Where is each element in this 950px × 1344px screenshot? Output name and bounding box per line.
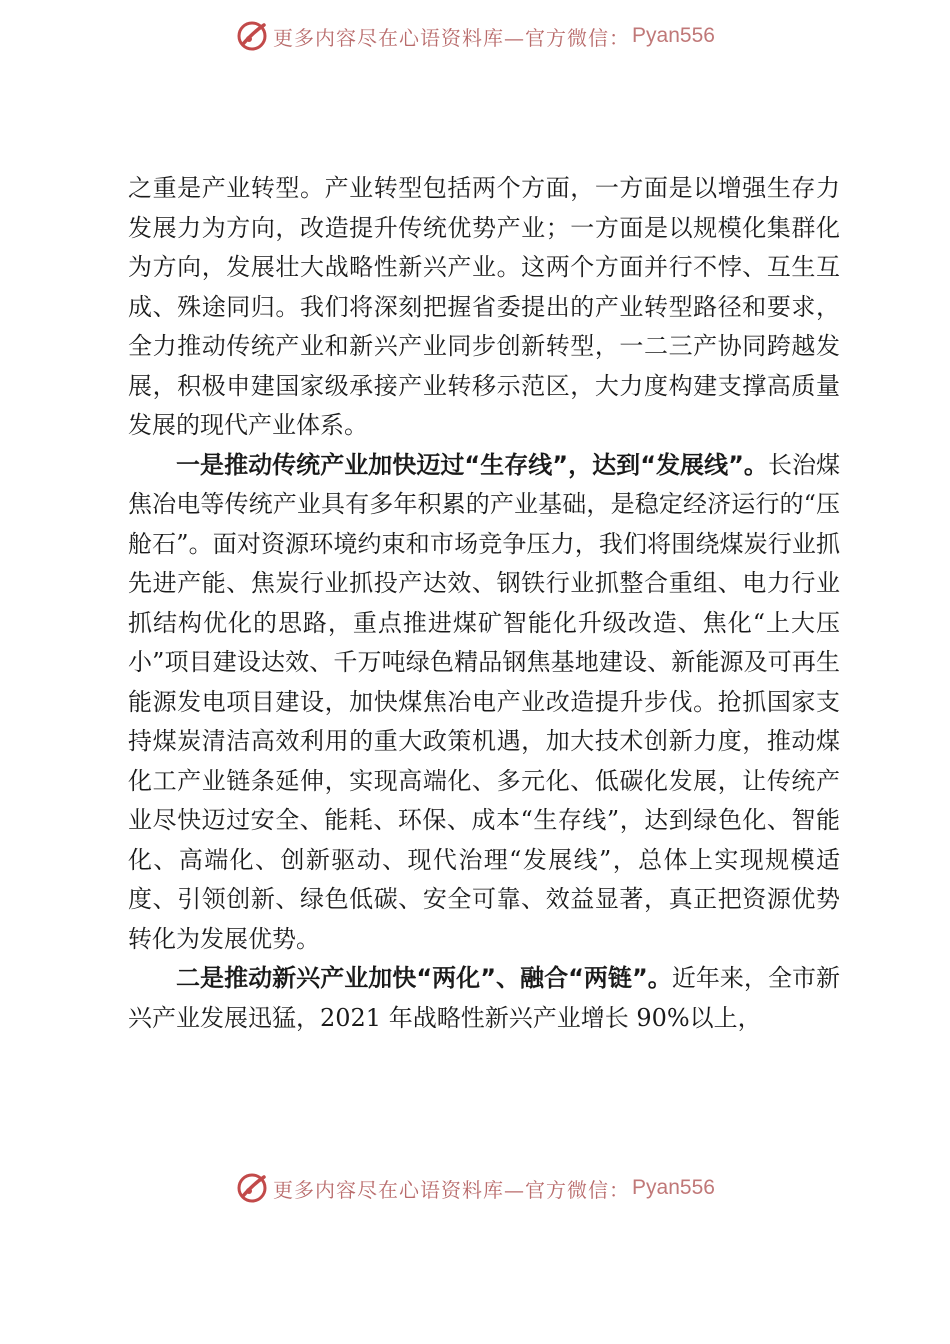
footer-watermark-banner — [0, 1168, 950, 1208]
paragraph-lead: 一是推动传统产业加快迈过“生存线”，达到“发展线”。 — [176, 450, 768, 479]
paragraph-text: 之重是产业转型。产业转型包括两个方面，一方面是以增强生存力发展力为方向，改造提升传统优势产业；一方面是以规模化集群化为方向，发展壮大战略性新兴产业。这两个方面并行不悖、互生互成、殊途同归。我们将深刻把握省委提出的产业转型路径和要求，全力推动传统产业和新兴产业同步创新转型，一二三产协同跨越发展，积极申建国家级承接产业转移示范区，大力度构建支撑高质量发展的现代产业体系。 — [128, 174, 840, 439]
paragraph — [128, 959, 840, 1038]
brush-logo-icon — [235, 19, 269, 53]
watermark-handle: Pyan556 — [632, 24, 715, 47]
header-watermark-banner — [0, 16, 950, 56]
brush-logo-icon — [235, 1171, 269, 1205]
paragraph — [128, 446, 840, 960]
paragraph-text: 近年来，全市新兴产业发展迅猛，2021 年战略性新兴产业增长 90%以上， — [128, 964, 841, 1032]
paragraph-lead: 二是推动新兴产业加快“两化”、融合“两链”。 — [176, 964, 672, 992]
document-body — [128, 169, 840, 1038]
paragraph-text: 长治煤焦冶电等传统产业具有多年积累的产业基础，是稳定经济运行的“压舱石”。面对资源环境约束和市场竞争压力，我们将围绕煤炭行业抓先进产能、焦炭行业抓投产达效、钢铁行业抓整合重组、电力行业抓结构优化的思路，重点推进煤矿智能化升级改造、焦化“上大压小”项目建设达效、千万吨绿色精品钢焦基地建设、新能源及可再生能源发电项目建设，加快煤焦冶电产业改造提升步伐。抢抓国家支持煤炭清洁高效利用的重大政策机遇，加大技术创新力度，推动煤化工产业链条延伸，实现高端化、多元化、低碳化发展，让传统产业尽快迈过安全、能耗、环保、成本“生存线”，达到绿色化、智能化、高端化、创新驱动、现代治理“发展线”，总体上实现规模适度、引领创新、绿色低碳、安全可靠、效益显著，真正把资源优势转化为发展优势。 — [128, 450, 841, 953]
watermark-text: 更多内容尽在心语资料库—官方微信： — [273, 1177, 631, 1202]
watermark-text: 更多内容尽在心语资料库—官方微信： — [273, 25, 631, 50]
watermark-handle: Pyan556 — [632, 1176, 715, 1199]
paragraph — [128, 169, 840, 446]
